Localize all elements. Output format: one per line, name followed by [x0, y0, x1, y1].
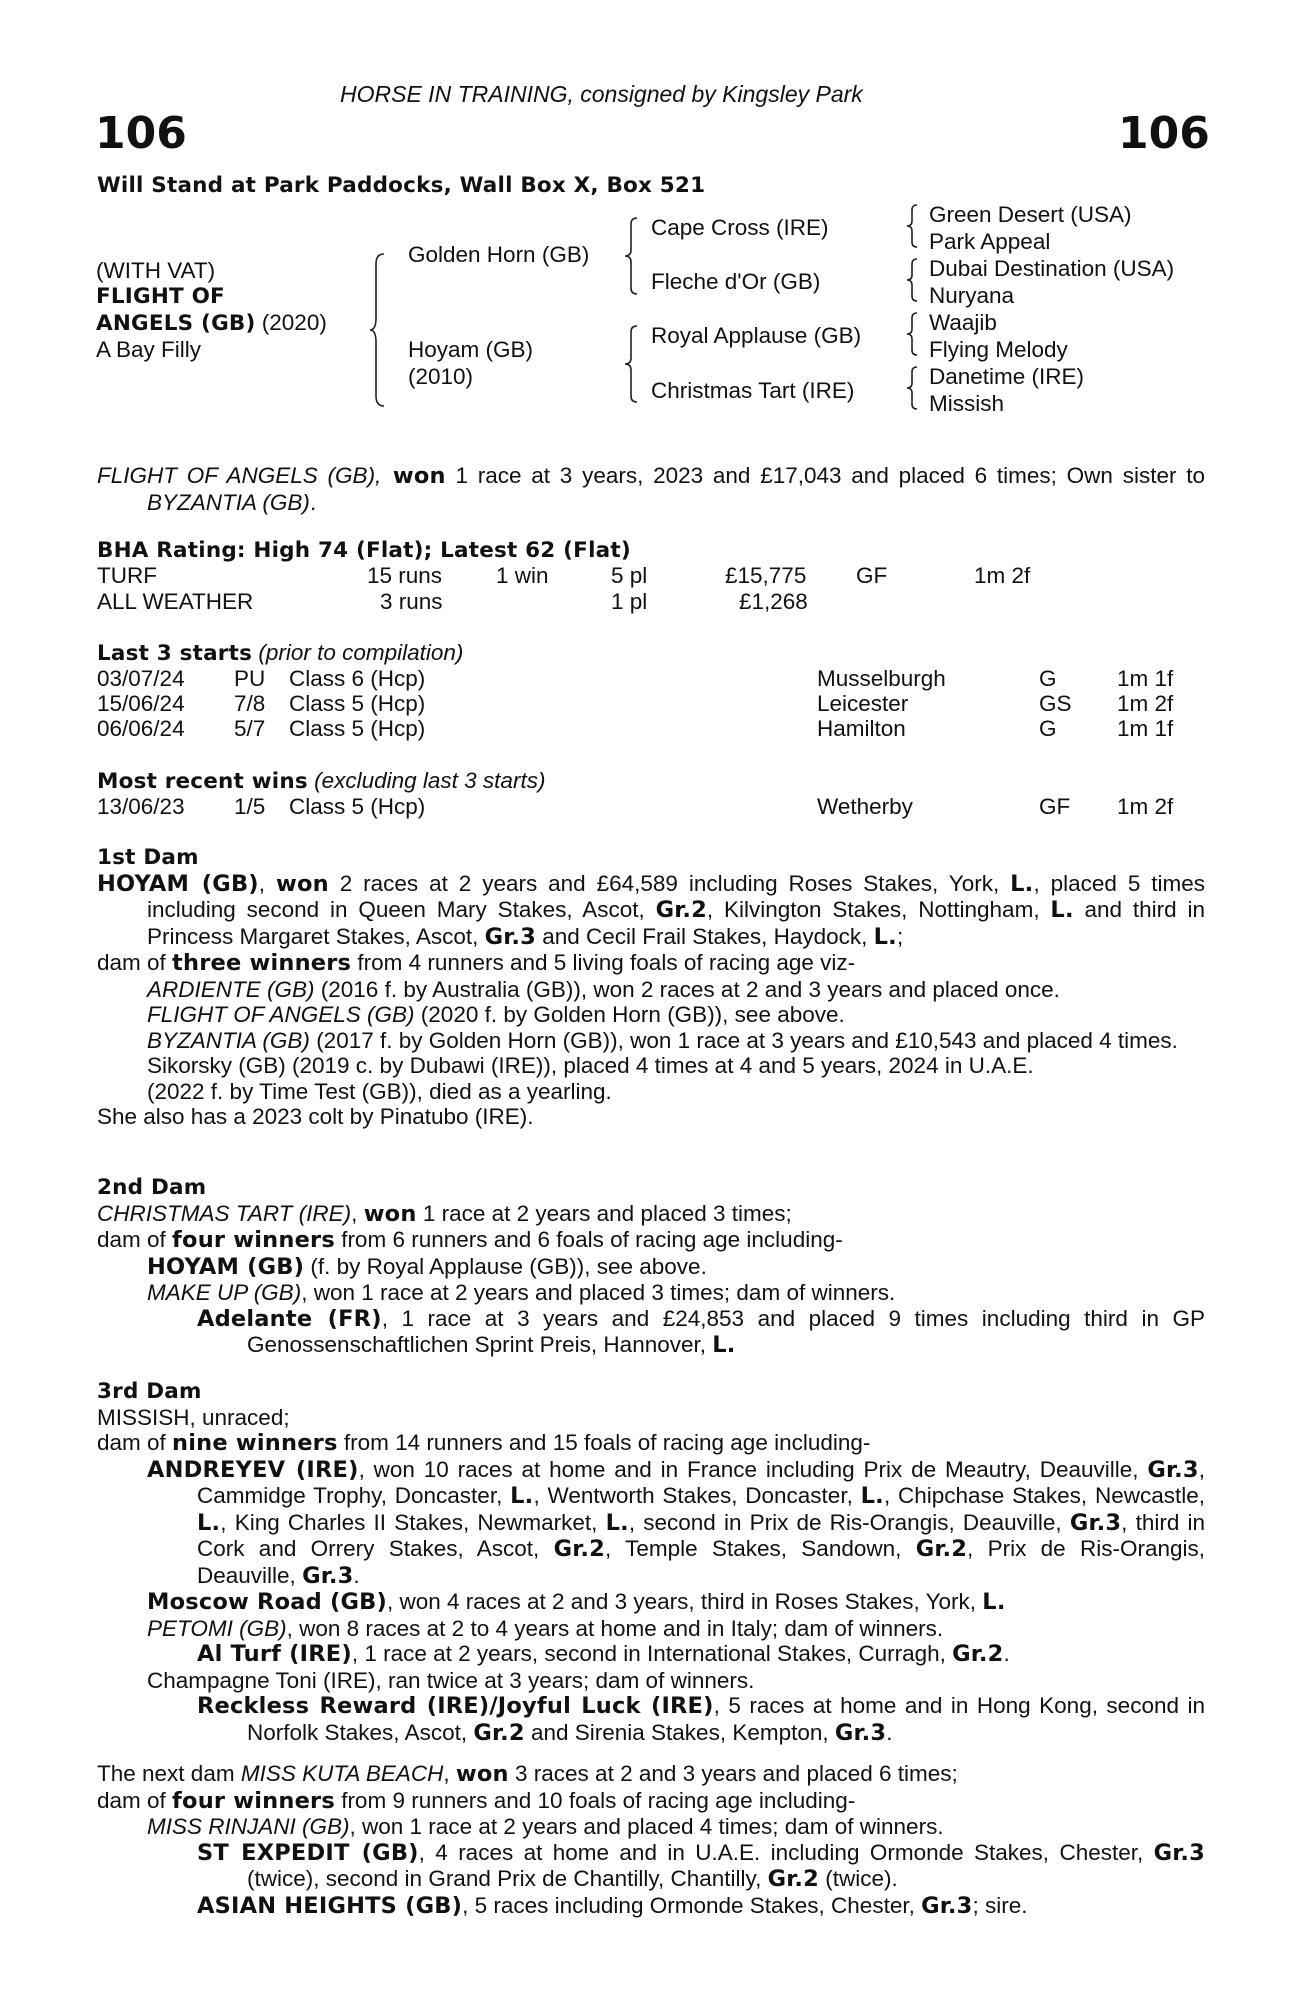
sire-sire-sire: Green Desert (USA): [929, 202, 1132, 227]
race-date: 15/06/24: [97, 691, 185, 716]
runs: 3 runs: [380, 589, 443, 614]
prize-money: £15,775: [725, 563, 807, 588]
catalogue-caption: HORSE IN TRAINING, consigned by Kingsley Park: [340, 81, 863, 107]
race-date: 03/07/24: [97, 666, 185, 691]
sire-sire-dam: Park Appeal: [929, 229, 1051, 254]
race-class: Class 5 (Hcp): [289, 716, 426, 741]
produce-summary: dam of four winners from 6 runners and 6 foals of racing age including-: [97, 1227, 843, 1253]
recent-wins-heading: [97, 768, 545, 795]
produce-summary: dam of four winners from 9 runners and 10 foals of racing age including-: [97, 1787, 856, 1814]
horse-name-line2: [96, 310, 327, 337]
produce-entry: Reckless Reward (IRE)/Joyful Luck (IRE), 5 races at home and in Hong Kong, second in Norfolk Stakes, Ascot, Gr.2 and Sirenia Stakes, Kempton, Gr.3.: [197, 1693, 1205, 1746]
summary-text: 1 race at 3 years, 2023 and £17,043 and placed 6 times; Own sister to: [445, 463, 1205, 488]
race-course: Hamilton: [817, 716, 906, 741]
pedigree-brace-sd: [905, 257, 919, 303]
race-class: Class 5 (Hcp): [289, 794, 426, 819]
race-summary: [97, 463, 1205, 515]
produce-entry: ST EXPEDIT (GB), 4 races at home and in U.A.E. including Ormonde Stakes, Chester, Gr.3 (twice), second in Grand Prix de Chantilly, Chantilly, Gr.2 (twice).: [197, 1839, 1205, 1892]
runs: 15 runs: [367, 563, 443, 588]
last-starts-note: (prior to compilation): [252, 640, 464, 665]
pedigree-brace-dd: [905, 365, 919, 411]
race-position: PU: [234, 666, 266, 691]
lot-number-right: 106: [1118, 108, 1210, 159]
dam-sire: Royal Applause (GB): [651, 323, 862, 348]
recent-wins-note: (excluding last 3 starts): [307, 768, 546, 793]
win-row: [0, 794, 1315, 820]
produce-entry: Champagne Toni (IRE), ran twice at 3 years; dam of winners.: [147, 1667, 755, 1693]
produce-entry: MISS RINJANI (GB), won 1 race at 2 years and placed 4 times; dam of winners.: [147, 1814, 944, 1839]
produce-entry: ARDIENTE (GB) (2016 f. by Australia (GB)), won 2 races at 2 and 3 years and placed once.: [147, 976, 1060, 1002]
produce-entry: FLIGHT OF ANGELS (GB) (2020 f. by Golden Horn (GB)), see above.: [147, 1002, 845, 1027]
horse-name-line1: FLIGHT OF: [96, 284, 225, 309]
first-dam-section: [97, 845, 1205, 1130]
summary-won: won: [381, 463, 446, 489]
race-date: 06/06/24: [97, 716, 185, 741]
produce-summary: dam of nine winners from 14 runners and 15 foals of racing age including-: [97, 1430, 871, 1456]
dam-dam: Christmas Tart (IRE): [651, 378, 855, 403]
race-course: Wetherby: [817, 794, 913, 819]
last-starts-title: Last 3 starts: [97, 641, 253, 666]
sire-dam: Fleche d'Or (GB): [651, 269, 821, 294]
placed: 1 pl: [611, 589, 648, 614]
dam-record: MISSISH, unraced;: [97, 1404, 290, 1430]
race-course: Leicester: [817, 691, 909, 716]
section-heading: 2nd Dam: [97, 1175, 207, 1200]
dam-dam-sire: Danetime (IRE): [929, 364, 1085, 389]
produce-entry: BYZANTIA (GB) (2017 f. by Golden Horn (GB)), won 1 race at 3 years and £10,543 and placed 4 times.: [147, 1027, 1178, 1053]
produce-entry: Moscow Road (GB), won 4 races at 2 and 3 years, third in Roses Stakes, York, L.: [147, 1589, 1006, 1615]
race-position: 1/5: [234, 794, 266, 819]
dam-sire-dam: Flying Melody: [929, 337, 1068, 362]
dam-dam-dam: Missish: [929, 391, 1005, 416]
produce-entry: ASIAN HEIGHTS (GB), 5 races including Ormonde Stakes, Chester, Gr.3; sire.: [197, 1892, 1028, 1919]
dam-sire-sire: Waajib: [929, 310, 997, 335]
dam-record: CHRISTMAS TART (IRE), won 1 race at 2 years and placed 3 times;: [97, 1200, 792, 1227]
horse-name: ANGELS (GB): [96, 311, 256, 336]
summary-horse-name: FLIGHT OF ANGELS (GB),: [97, 463, 382, 488]
start-row: [0, 716, 1315, 742]
sire-dam-sire: Dubai Destination (USA): [929, 256, 1175, 281]
sire-sire: Cape Cross (IRE): [651, 215, 829, 240]
best-going: GF: [856, 563, 888, 588]
wins: 1 win: [496, 563, 549, 588]
race-distance: 1m 1f: [1117, 716, 1174, 741]
pedigree-brace-dam: [623, 324, 639, 404]
prize-money: £1,268: [739, 589, 808, 614]
race-position: 7/8: [234, 691, 266, 716]
produce-entry: ANDREYEV (IRE), won 10 races at home and in France including Prix de Meautry, Deauville, Gr.3, Cammidge Trophy, Doncaster, L., Wentworth Stakes, Doncaster, L., Chipchase Stakes, Newcastle, L., King Charles II Stakes, Newmarket, L., second in Prix de Ris-Orangis, Deauville, Gr.3, third in Cork and Orrery Stakes, Ascot, Gr.2, Temple Stakes, Sandown, Gr.2, Prix de Ris-Orangis, Deauville, Gr.3.: [147, 1456, 1206, 1589]
produce-entry: Sikorsky (GB) (2019 c. by Dubawi (IRE)), placed 4 times at 4 and 5 years, 2024 in U.A.E.: [147, 1053, 1034, 1078]
start-row: [0, 691, 1315, 717]
produce-entry: Adelante (FR), 1 race at 3 years and £24,853 and placed 9 times including third in GP Genossenschaftlichen Sprint Preis, Hannover, L.: [197, 1305, 1205, 1358]
produce-note: She also has a 2023 colt by Pinatubo (IRE).: [97, 1104, 534, 1129]
second-dam-section: [97, 1175, 1205, 1359]
dam-record: The next dam MISS KUTA BEACH, won 3 races at 2 and 3 years and placed 6 times;: [97, 1761, 958, 1787]
sire-dam-dam: Nuryana: [929, 283, 1015, 308]
bha-rating-heading: BHA Rating: High 74 (Flat); Latest 62 (Flat): [97, 538, 631, 563]
race-class: Class 5 (Hcp): [289, 691, 426, 716]
dam-record: HOYAM (GB), won 2 races at 2 years and £64,589 including Roses Stakes, York, L., placed 5 times including second in Queen Mary Stakes, Ascot, Gr.2, Kilvington Stakes, Nottingham, L. and third in Princess Margaret Stakes, Ascot, Gr.3 and Cecil Frail Stakes, Haydock, L.;: [97, 870, 1206, 950]
race-class: Class 6 (Hcp): [289, 666, 426, 691]
start-row: [0, 666, 1315, 692]
lot-number-left: 106: [95, 108, 187, 159]
race-going: GS: [1039, 691, 1072, 716]
placed: 5 pl: [611, 563, 648, 588]
section-heading: 1st Dam: [97, 845, 199, 870]
race-distance: 1m 1f: [1117, 666, 1174, 691]
rating-row: [0, 563, 1315, 589]
dam-year: (2010): [408, 364, 474, 389]
summary-end: .: [309, 489, 317, 515]
horse-description: A Bay Filly: [96, 337, 202, 362]
race-going: G: [1039, 666, 1057, 691]
foal-year: (2020): [255, 310, 327, 335]
pedigree-brace-sire: [623, 216, 639, 296]
race-distance: 1m 2f: [1117, 691, 1174, 716]
section-heading: 3rd Dam: [97, 1379, 202, 1404]
surface: TURF: [97, 563, 157, 588]
next-dam-section: [97, 1761, 1205, 1919]
race-going: G: [1039, 716, 1057, 741]
sire-name: Golden Horn (GB): [408, 242, 590, 267]
produce-entry: Al Turf (IRE), 1 race at 2 years, second in International Stakes, Curragh, Gr.2.: [197, 1641, 1010, 1667]
best-distance: 1m 2f: [974, 563, 1031, 588]
race-going: GF: [1039, 794, 1071, 819]
recent-wins-title: Most recent wins: [97, 769, 308, 794]
pedigree-brace-ss: [905, 203, 919, 249]
produce-entry: PETOMI (GB), won 8 races at 2 to 4 years at home and in Italy; dam of winners.: [147, 1615, 944, 1641]
produce-entry: HOYAM (GB) (f. by Royal Applause (GB)), see above.: [147, 1253, 707, 1280]
race-position: 5/7: [234, 716, 266, 741]
pedigree-brace-ds: [905, 311, 919, 357]
vat-label: (WITH VAT): [96, 258, 216, 283]
race-course: Musselburgh: [817, 666, 946, 691]
third-dam-section: [97, 1379, 1205, 1746]
summary-sister-name: BYZANTIA (GB): [147, 489, 310, 515]
produce-summary: dam of three winners from 4 runners and 5 living foals of racing age viz-: [97, 950, 856, 976]
race-date: 13/06/23: [97, 794, 185, 819]
surface: ALL WEATHER: [97, 589, 254, 614]
rating-row: [0, 589, 1315, 615]
stand-location: Will Stand at Park Paddocks, Wall Box X, Box 521: [97, 173, 706, 198]
last-starts-heading: [97, 640, 463, 667]
produce-entry: (2022 f. by Time Test (GB)), died as a yearling.: [147, 1078, 612, 1104]
dam-name: Hoyam (GB): [408, 337, 534, 362]
pedigree-brace-main: [368, 252, 386, 408]
produce-entry: MAKE UP (GB), won 1 race at 2 years and placed 3 times; dam of winners.: [147, 1280, 896, 1305]
race-distance: 1m 2f: [1117, 794, 1174, 819]
